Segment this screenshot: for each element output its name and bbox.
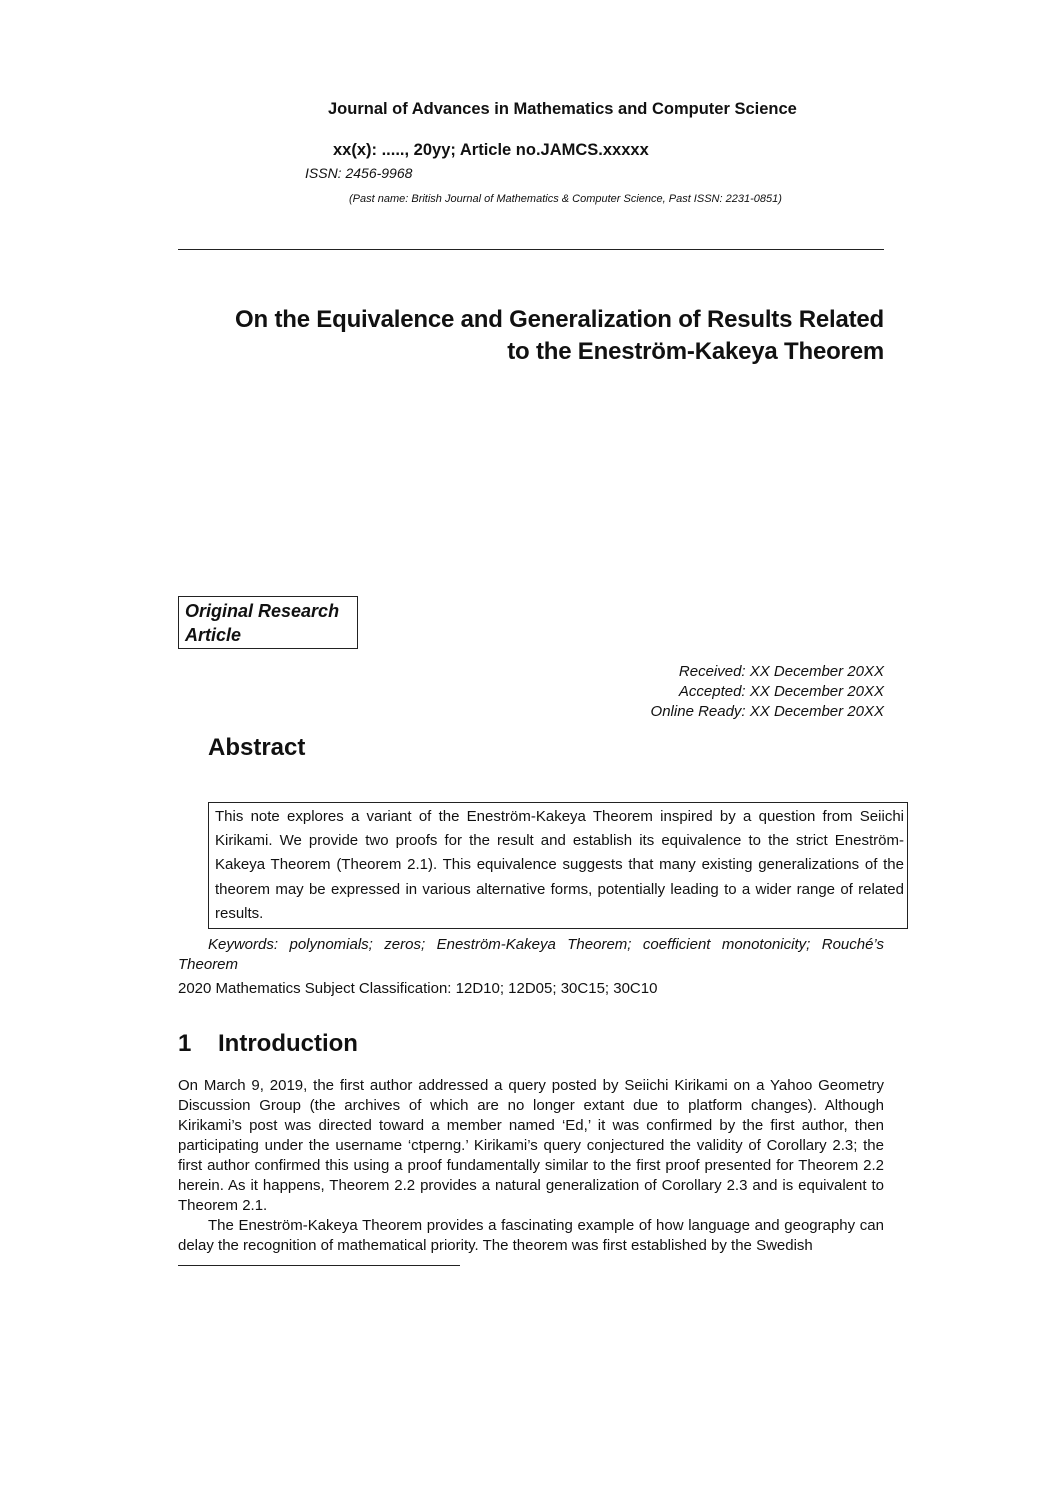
- publication-dates: [560, 662, 884, 722]
- paper-title: [178, 304, 884, 368]
- article-type-line-1: Original Research: [185, 601, 340, 621]
- volume-line: xx(x): ....., 20yy; Article no.JAMCS.xxxxx: [333, 141, 649, 159]
- article-type-line-2: Article: [185, 625, 242, 645]
- section-heading-introduction: [178, 1030, 358, 1058]
- paper-title-line-2: to the Eneström-Kakeya Theorem: [507, 338, 884, 365]
- article-type-box: [178, 596, 358, 649]
- section-number: 1: [178, 1030, 192, 1057]
- journal-name: Journal of Advances in Mathematics and Computer Science: [328, 100, 797, 118]
- subject-classification: 2020 Mathematics Subject Classification: 12D10; 12D05; 30C15; 30C10: [178, 980, 658, 997]
- abstract-text: This note explores a variant of the Eneström-Kakeya Theorem inspired by a question from Seiichi Kirikami. We provide two proofs for the result and establish its equivalence to the strict Eneström-Kakeya Theorem (Theorem 2.1). This equivalence suggests that many existing generalizations of the theorem may be expressed in various alternative forms, potentially leading to a wider range of related results.: [208, 802, 908, 929]
- header-divider: [178, 249, 884, 250]
- section-title: Introduction: [218, 1030, 358, 1057]
- intro-paragraph-1: On March 9, 2019, the first author addressed a query posted by Seiichi Kirikami on a Yahoo Geometry Discussion Group (the archives of which are no longer extant due to platform changes). Although Kirikami’s post was directed toward a member named ‘Ed,’ it was confirmed by the first author, then participating under the username ‘ctperng.’ Kirikami’s query conjectured the validity of Corollary 2.3; the first author confirmed this using a proof fundamentally similar to the first proof presented for Theorem 2.2 herein. As it happens, Theorem 2.2 provides a natural generalization of Corollary 2.3 and is equivalent to Theorem 2.1.: [178, 1077, 884, 1214]
- keywords: Keywords: polynomials; zeros; Eneström-Kakeya Theorem; coefficient monotonicity; Rouché’s Theorem: [178, 936, 884, 973]
- online-ready-date: Online Ready: XX December 20XX: [650, 703, 884, 720]
- issn: ISSN: 2456-9968: [305, 165, 413, 181]
- paper-title-line-1: On the Equivalence and Generalization of Results Related: [235, 306, 884, 333]
- introduction-body: [178, 1076, 884, 1256]
- received-date: Received: XX December 20XX: [678, 663, 884, 680]
- accepted-date: Accepted: XX December 20XX: [678, 683, 884, 700]
- past-name-note: (Past name: British Journal of Mathematics & Computer Science, Past ISSN: 2231-0851): [349, 193, 782, 205]
- intro-paragraph-2: The Eneström-Kakeya Theorem provides a fascinating example of how language and geography can delay the recognition of mathematical priority. The theorem was first established by the Swedish: [178, 1217, 884, 1254]
- abstract-heading: Abstract: [208, 734, 306, 761]
- footnote-divider: [178, 1265, 460, 1266]
